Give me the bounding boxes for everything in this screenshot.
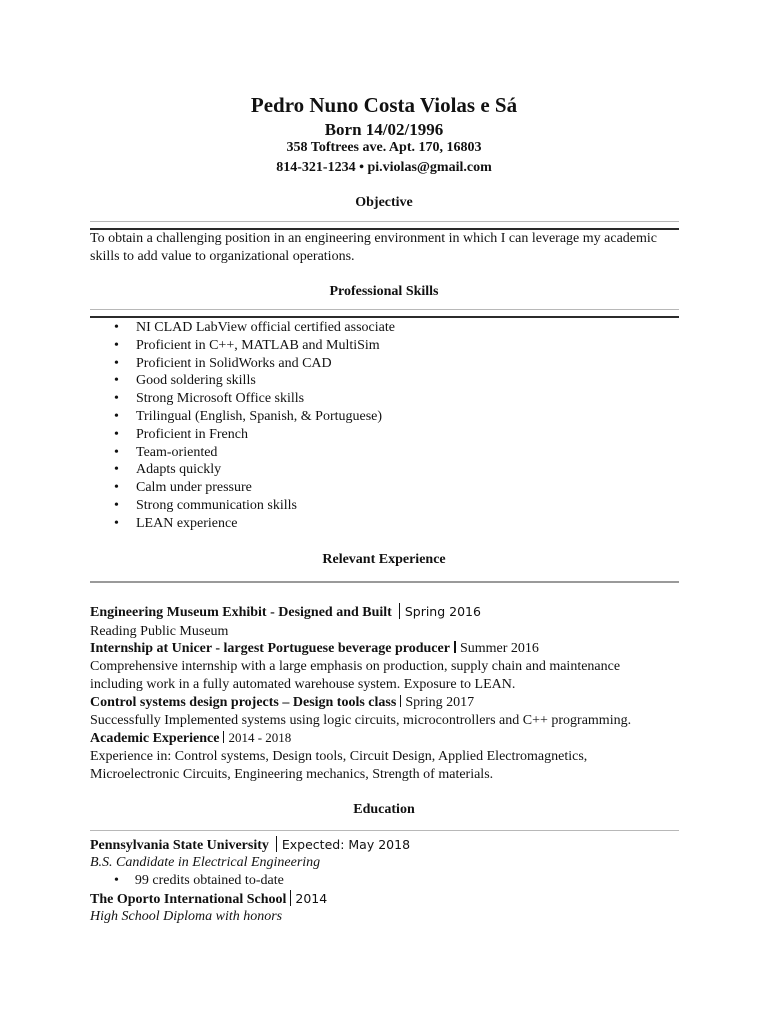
bullet: • xyxy=(114,515,119,531)
experience-title: Academic Experience xyxy=(90,731,220,746)
separator xyxy=(454,641,456,653)
experience-detail: including work in a fully automated warehouse system. Exposure to LEAN. xyxy=(90,677,516,692)
bullet: • xyxy=(114,873,119,888)
skill-text: Proficient in C++, MATLAB and MultiSim xyxy=(136,337,380,353)
experience-date: Spring 2016 xyxy=(404,604,481,619)
list-item xyxy=(90,479,395,497)
experience-title: Engineering Museum Exhibit - Designed and Built xyxy=(90,605,392,620)
list-item xyxy=(90,355,395,373)
experience-detail: Comprehensive internship with a large emphasis on production, supply chain and maintenance xyxy=(90,659,621,674)
skill-text: Team-oriented xyxy=(136,444,218,460)
list-item xyxy=(90,390,395,408)
skill-text: Good soldering skills xyxy=(136,373,256,389)
separator xyxy=(290,890,291,906)
experience-date: 2014 - 2018 xyxy=(228,730,292,745)
experience-heading: Relevant Experience xyxy=(322,552,446,567)
bullet: • xyxy=(114,391,119,407)
credits: 99 credits obtained to-date xyxy=(134,873,284,888)
skill-text: NI CLAD LabView official certified associate xyxy=(136,320,395,335)
list-item xyxy=(90,872,284,890)
school-name: Pennsylvania State University xyxy=(90,838,269,853)
divider xyxy=(90,830,679,831)
school-date: 2014 xyxy=(295,891,328,906)
skill-text: Adapts quickly xyxy=(136,462,222,478)
education-heading: Education xyxy=(353,802,415,817)
education-item-title xyxy=(90,836,410,855)
experience-detail: Experience in: Control systems, Design tools, Circuit Design, Applied Electromagnetics, xyxy=(90,749,588,764)
list-item xyxy=(90,337,395,355)
diploma: High School Diploma with honors xyxy=(90,909,283,924)
skills-heading: Professional Skills xyxy=(329,284,439,299)
experience-date: Spring 2017 xyxy=(405,695,475,710)
list-item xyxy=(90,515,395,533)
skill-text: LEAN experience xyxy=(136,515,238,531)
skill-text: Calm under pressure xyxy=(136,480,252,496)
bullet: • xyxy=(114,320,119,335)
list-item xyxy=(90,319,395,337)
divider xyxy=(90,221,679,222)
birth-date: Born 14/02/1996 xyxy=(324,120,444,139)
experience-item-title xyxy=(90,603,481,622)
school-date: Expected: May 2018 xyxy=(281,837,411,852)
bullet: • xyxy=(114,444,119,460)
experience-title: Control systems design projects – Design tools class xyxy=(90,695,397,710)
separator xyxy=(223,731,224,743)
education-item-title xyxy=(90,890,327,909)
bullet: • xyxy=(114,462,119,478)
objective-text: To obtain a challenging position in an engineering environment in which I can leverage my academic skills to add value to organizational operations. xyxy=(90,231,657,264)
experience-detail: Successfully Implemented systems using logic circuits, microcontrollers and C++ programming. xyxy=(90,713,632,728)
degree: B.S. Candidate in Electrical Engineering xyxy=(90,855,321,870)
objective-heading: Objective xyxy=(355,195,413,210)
list-item xyxy=(90,497,395,515)
divider xyxy=(90,316,679,318)
experience-title: Internship at Unicer - largest Portuguese beverage producer xyxy=(90,641,450,656)
experience-item-title xyxy=(90,729,291,748)
bullet: • xyxy=(114,337,119,353)
list-item xyxy=(90,426,395,444)
skill-text: Proficient in SolidWorks and CAD xyxy=(136,355,332,371)
bullet: • xyxy=(114,355,119,371)
bullet: • xyxy=(114,373,119,389)
school-name: The Oporto International School xyxy=(90,892,287,907)
divider xyxy=(90,581,679,583)
experience-detail: Reading Public Museum xyxy=(90,624,229,639)
bullet: • xyxy=(114,497,119,513)
bullet: • xyxy=(114,480,119,496)
separator xyxy=(399,603,400,619)
skill-text: Strong communication skills xyxy=(136,497,297,513)
separator xyxy=(400,695,401,707)
skill-text: Trilingual (English, Spanish, & Portuguese) xyxy=(136,408,383,424)
divider xyxy=(90,309,679,310)
experience-item-title xyxy=(90,640,539,658)
separator xyxy=(276,836,277,852)
contact-line: 814-321-1234 • pi.violas@gmail.com xyxy=(276,160,492,175)
experience-item-title xyxy=(90,694,474,712)
bullet: • xyxy=(114,408,119,424)
list-item xyxy=(90,444,395,462)
candidate-name: Pedro Nuno Costa Violas e Sá xyxy=(250,93,518,117)
list-item xyxy=(90,461,395,479)
bullet: • xyxy=(114,426,119,442)
experience-date: Summer 2016 xyxy=(459,641,539,656)
experience-detail: Microelectronic Circuits, Engineering mechanics, Strength of materials. xyxy=(90,767,494,782)
skills-list xyxy=(90,319,395,533)
skill-text: Strong Microsoft Office skills xyxy=(136,391,305,407)
list-item xyxy=(90,408,395,426)
list-item xyxy=(90,372,395,390)
address: 358 Toftrees ave. Apt. 170, 16803 xyxy=(286,140,482,155)
skill-text: Proficient in French xyxy=(136,426,248,442)
